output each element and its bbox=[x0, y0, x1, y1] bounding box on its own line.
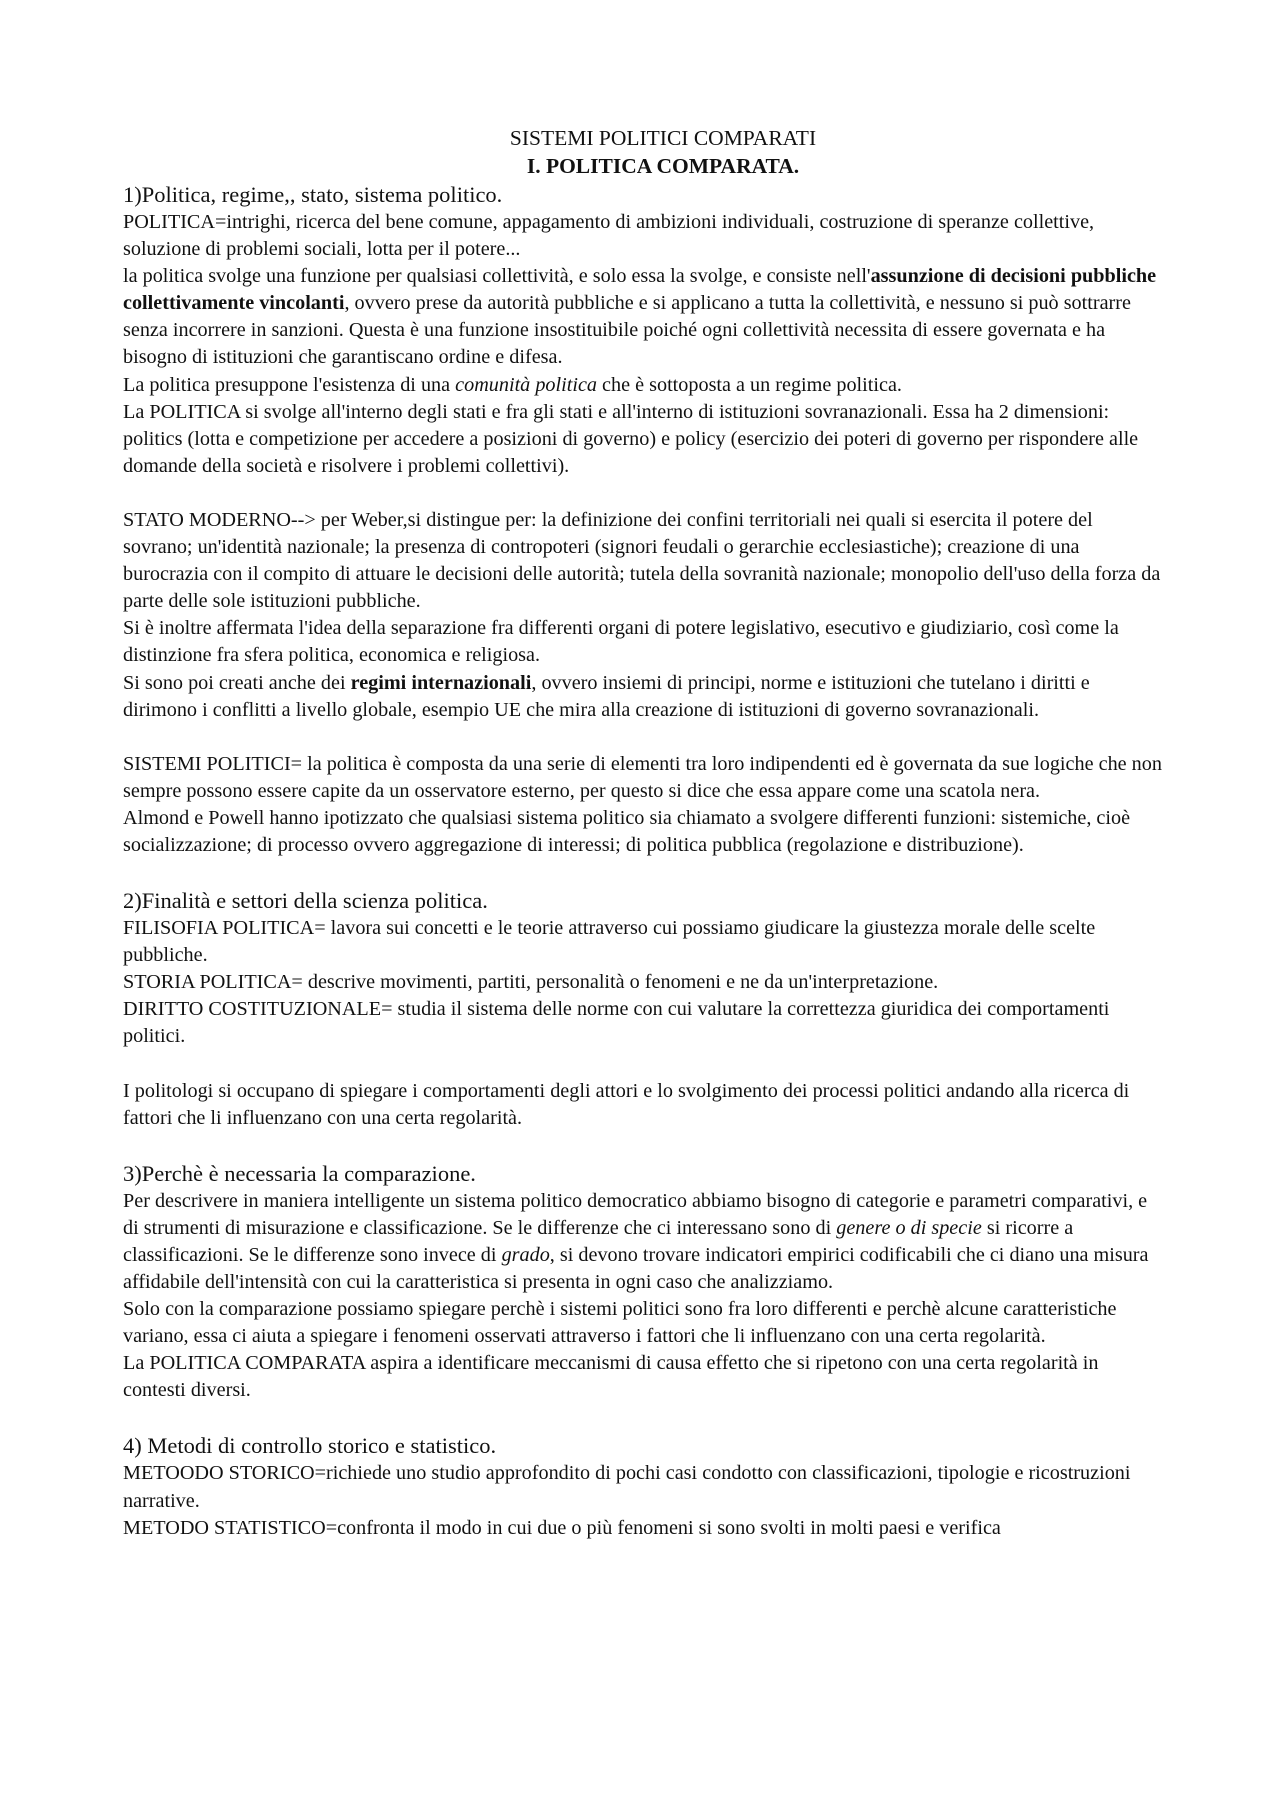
italic-term: grado bbox=[501, 1243, 550, 1266]
paragraph-politics-policy: La POLITICA si svolge all'interno degli stati e fra gli stati e all'interno di istituzioni sovranazionali. Essa ha 2 dimensioni: politics (lotta e competizione per accedere a posizioni di governo) e policy (esercizio dei poteri di governo per rispondere alle domande della società e risolvere i problemi collettivi). bbox=[123, 400, 1139, 477]
section-heading-3: 3)Perchè è necessaria la comparazione. bbox=[123, 1160, 476, 1186]
paragraph-regimi-internazionali bbox=[123, 670, 1163, 724]
paragraph-politologi: I politologi si occupano di spiegare i comportamenti degli attori e lo svolgimento dei processi politici andando alla ricerca di fattori che li influenzano con una certa regolarità. bbox=[123, 1079, 1130, 1129]
paragraph-diritto-costituzionale: DIRITTO COSTITUZIONALE= studia il sistema delle norme con cui valutare la correttezza giuridica dei comportamenti politici. bbox=[123, 998, 1110, 1048]
spacer bbox=[123, 1132, 1163, 1159]
paragraph-storia-politica: STORIA POLITICA= descrive movimenti, partiti, personalità o fenomeni e ne da un'interpretazione. bbox=[123, 971, 939, 994]
paragraph-politica-comparata: La POLITICA COMPARATA aspira a identificare meccanismi di causa effetto che si ripetono con una certa regolarità in contesti diversi. bbox=[123, 1352, 1099, 1402]
paragraph-metodo-storico: METOODO STORICO=richiede uno studio approfondito di pochi casi condotto con classificazioni, tipologie e ricostruzioni narrative. bbox=[123, 1462, 1131, 1512]
paragraph-comunita-politica bbox=[123, 372, 1163, 399]
paragraph-sistemi-politici: SISTEMI POLITICI= la politica è composta da una serie di elementi tra loro indipendenti ed è governata da sue logiche che non sempre possono essere capite da un osservatore esterno, per questo si dice che essa appare come una scatola nera. bbox=[123, 752, 1162, 802]
document-title: SISTEMI POLITICI COMPARATI bbox=[509, 126, 817, 150]
paragraph-filosofia-politica: FILISOFIA POLITICA= lavora sui concetti e le teorie attraverso cui possiamo giudicare la giustezza morale delle scelte pubbliche. bbox=[123, 917, 1096, 967]
document-subtitle: I. POLITICA COMPARATA. bbox=[526, 154, 800, 178]
paragraph-separazione-poteri: Si è inoltre affermata l'idea della separazione fra differenti organi di potere legislativo, esecutivo e giudiziario, così come la distinzione fra sfera politica, economica e religiosa. bbox=[123, 617, 1119, 667]
text-run: che è sottoposta a un regime politica. bbox=[597, 373, 902, 396]
section-heading-2: 2)Finalità e settori della scienza politica. bbox=[123, 888, 488, 914]
text-run: la politica svolge una funzione per qualsiasi collettività, e solo essa la svolge, e consiste nell' bbox=[123, 265, 871, 288]
text-run: La politica presuppone l'esistenza di una bbox=[123, 373, 456, 396]
spacer bbox=[123, 724, 1163, 751]
paragraph-stato-moderno: STATO MODERNO--> per Weber,si distingue per: la definizione dei confini territoriali nei quali si esercita il potere del sovrano; un'identità nazionale; la presenza di contropoteri (signori feudali o gerarchie ecclesiastiche); creazione di una burocrazia con il compito di attuare le decisioni delle autorità; tutela della sovranità nazionale; monopolio dell'uso della forza da parte delle sole istituzioni pubbliche. bbox=[123, 508, 1161, 613]
text-run: Per descrivere in maniera intelligente un sistema politico democratico abbiamo bisogno di categorie e parametri comparativi, e di strumenti di misurazione e classificazione. Se le differenze che ci interessano sono di bbox=[123, 1189, 1148, 1239]
paragraph-comparazione-categorie bbox=[123, 1188, 1163, 1296]
document-body bbox=[123, 124, 1163, 1542]
spacer bbox=[123, 859, 1163, 886]
italic-term: comunità politica bbox=[455, 373, 597, 396]
bold-term: regimi internazionali bbox=[350, 671, 532, 694]
text-run: Si sono poi creati anche dei bbox=[123, 671, 351, 694]
text-run: , ovvero prese da autorità pubbliche e si applicano a tutta la collettività, e nessuno si può sottrarre senza incorrere in sanzioni. Questa è una funzione insostituibile poiché ogni collettività necessita di essere governata e ha bisogno di istituzioni che garantiscano ordine e difesa. bbox=[123, 292, 1131, 369]
bold-term: assunzione di decisioni pubbliche collettivamente vincolanti bbox=[123, 265, 1157, 315]
spacer bbox=[123, 1051, 1163, 1078]
paragraph-metodo-statistico: METODO STATISTICO=confronta il modo in cui due o più fenomeni si sono svolti in molti paesi e verifica bbox=[123, 1516, 1001, 1539]
text-run: si ricorre a classificazioni. Se le differenze sono invece di bbox=[123, 1216, 1074, 1266]
spacer bbox=[123, 480, 1163, 507]
paragraph-politica-definition: POLITICA=intrighi, ricerca del bene comune, appagamento di ambizioni individuali, costruzione di speranze collettive, soluzione di problemi sociali, lotta per il potere... bbox=[123, 211, 1095, 261]
text-run: , si devono trovare indicatori empirici codificabili che ci diano una misura affidabile dell'intensità con cui la caratteristica si presenta in ogni caso che analizziamo. bbox=[123, 1243, 1149, 1293]
text-run: , ovvero insiemi di principi, norme e istituzioni che tutelano i diritti e dirimono i conflitti a livello globale, esempio UE che mira alla creazione di istituzioni di governo sovranazionali. bbox=[123, 671, 1090, 721]
section-heading-1: 1)Politica, regime,, stato, sistema politico. bbox=[123, 182, 503, 207]
spacer bbox=[123, 1404, 1163, 1431]
paragraph-comparazione-spiegazione: Solo con la comparazione possiamo spiegare perchè i sistemi politici sono fra loro differenti e perchè alcune caratteristiche variano, essa ci aiuta a spiegare i fenomeni osservati attraverso i fattori che li influenzano con una certa regolarità. bbox=[123, 1298, 1117, 1348]
paragraph-politica-function bbox=[123, 263, 1163, 371]
italic-term: genere o di specie bbox=[836, 1216, 982, 1239]
section-heading-4: 4) Metodi di controllo storico e statistico. bbox=[123, 1433, 497, 1459]
paragraph-almond-powell: Almond e Powell hanno ipotizzato che qualsiasi sistema politico sia chiamato a svolgere differenti funzioni: sistemiche, cioè socializzazione; di processo ovvero aggregazione di interessi; di politica pubblica (regolazione e distribuzione). bbox=[123, 806, 1131, 856]
